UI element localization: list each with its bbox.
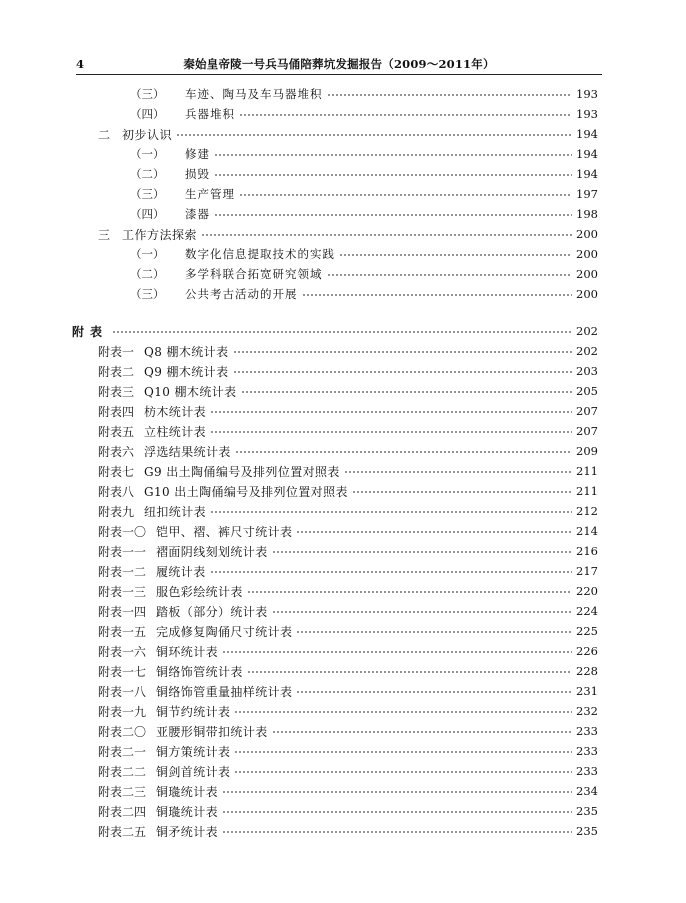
dot-leader	[210, 431, 572, 433]
dot-leader	[327, 274, 573, 276]
toc-entry-title: 损毁	[185, 167, 210, 181]
toc-entry-title: 漆器	[185, 207, 210, 221]
appendix-title: 完成修复陶俑尺寸统计表	[156, 624, 293, 639]
toc-entry[interactable]	[0, 204, 598, 224]
toc-entry-title: 多学科联合拓宽研究领域	[185, 267, 323, 281]
toc-entry-marker: （三）	[130, 187, 165, 201]
toc-entry[interactable]	[0, 184, 598, 204]
toc-appendix-entry[interactable]	[0, 601, 598, 621]
appendix-title: 铠甲、褶、裤尺寸统计表	[156, 524, 293, 539]
toc-entry-page: 217	[576, 564, 598, 578]
dot-leader	[344, 471, 572, 473]
appendix-title: Q9 棚木统计表	[144, 364, 229, 379]
toc-entry-page: 194	[576, 127, 598, 141]
appendix-title: 纽扣统计表	[144, 504, 207, 519]
toc-entry-page: 211	[576, 484, 598, 498]
toc-entry-page: 197	[576, 187, 598, 201]
appendix-title: 铜璏统计表	[156, 784, 219, 799]
dot-leader	[296, 531, 572, 533]
toc-appendix-heading[interactable]	[0, 321, 598, 341]
toc-entry-page: 234	[576, 784, 598, 798]
running-head	[76, 56, 602, 74]
dot-leader	[214, 174, 572, 176]
appendix-marker: 附表一三	[98, 584, 147, 599]
dot-leader	[339, 254, 572, 256]
toc-entry-marker: （四）	[130, 207, 165, 221]
appendix-title: 铜方策统计表	[156, 744, 231, 759]
dot-leader	[235, 451, 572, 453]
toc-entry-title: 初步认识	[122, 127, 173, 142]
appendix-title: 服色彩绘统计表	[156, 584, 243, 599]
dot-leader	[222, 811, 572, 813]
appendix-title: G9 出土陶俑编号及排列位置对照表	[144, 464, 340, 479]
toc-section-entry[interactable]	[0, 224, 598, 244]
dot-leader	[272, 551, 572, 553]
toc-entry-page: 233	[576, 744, 598, 758]
toc-entry[interactable]	[0, 104, 598, 124]
appendix-marker: 附表二二	[98, 764, 147, 779]
appendix-marker: 附表二一	[98, 744, 147, 759]
appendix-marker: 附表一一	[98, 544, 147, 559]
dot-leader	[176, 134, 572, 136]
appendix-title: 铜剑首统计表	[156, 764, 231, 779]
appendix-title: 亚腰形铜带扣统计表	[156, 724, 268, 739]
appendix-marker: 附表一四	[98, 604, 147, 619]
dot-leader	[214, 214, 572, 216]
toc-appendix-entry[interactable]	[0, 401, 598, 421]
appendix-marker: 附表七	[98, 464, 135, 479]
appendix-title: 踏板（部分）统计表	[156, 604, 268, 619]
toc-appendix-entry[interactable]	[0, 481, 598, 501]
dot-leader	[239, 114, 572, 116]
dot-leader	[234, 711, 572, 713]
dot-leader	[233, 371, 573, 373]
toc-entry-title: 车迹、陶马及车马器堆积	[185, 87, 323, 101]
appendix-marker: 附表二〇	[98, 724, 147, 739]
toc-entry-page: 233	[576, 724, 598, 738]
dot-leader	[234, 751, 572, 753]
appendix-marker: 附表五	[98, 424, 135, 439]
dot-leader	[296, 691, 572, 693]
dot-leader	[201, 234, 572, 236]
appendix-marker: 附表一八	[98, 684, 147, 699]
toc-entry-marker: （二）	[130, 167, 165, 181]
toc-entry-page: 228	[576, 664, 598, 678]
dot-leader	[302, 294, 573, 296]
toc-entry-page: 232	[576, 704, 598, 718]
dot-leader	[296, 631, 572, 633]
toc-entry-page: 226	[576, 644, 598, 658]
dot-leader	[222, 791, 572, 793]
toc-appendix-entry[interactable]	[0, 821, 598, 841]
dot-leader	[239, 194, 572, 196]
toc-appendix-entry[interactable]	[0, 801, 598, 821]
toc-entry-page: 205	[576, 384, 598, 398]
appendix-title: 履统计表	[156, 564, 206, 579]
toc-appendix-entry[interactable]	[0, 581, 598, 601]
toc-entry-marker: （一）	[130, 247, 165, 261]
toc-appendix-entry[interactable]	[0, 641, 598, 661]
toc-entry-page: 203	[576, 364, 598, 378]
toc-entry-page: 200	[576, 247, 598, 261]
toc-entry-page: 207	[576, 424, 598, 438]
toc-entry[interactable]	[0, 84, 598, 104]
toc-entry-page: 200	[576, 267, 598, 281]
dot-leader	[112, 331, 572, 333]
appendix-marker: 附表六	[98, 444, 135, 459]
toc-entry-page: 198	[576, 207, 598, 221]
toc-appendix-entry[interactable]	[0, 521, 598, 541]
appendix-title: 铜络饰管统计表	[156, 664, 243, 679]
appendix-marker: 附表四	[98, 404, 135, 419]
toc-entry-title: 兵器堆积	[185, 107, 235, 121]
appendix-title: 铜璏统计表	[156, 804, 219, 819]
toc-appendix-entry[interactable]	[0, 701, 598, 721]
toc-appendix-entry[interactable]	[0, 341, 598, 361]
header-rule	[76, 74, 602, 75]
toc-entry-title: 数字化信息提取技术的实践	[185, 247, 335, 261]
toc-entry-marker: （二）	[130, 267, 165, 281]
toc-appendix-entry[interactable]	[0, 461, 598, 481]
appendix-marker: 附表二	[98, 364, 135, 379]
toc-section-entry[interactable]	[0, 124, 598, 144]
toc-entry-marker: （四）	[130, 107, 165, 121]
toc-entry-marker: （三）	[130, 287, 165, 301]
toc-entry-page: 233	[576, 764, 598, 778]
toc-appendix-entry[interactable]	[0, 381, 598, 401]
dot-leader	[272, 611, 572, 613]
toc-entry[interactable]	[0, 144, 598, 164]
dot-leader	[272, 731, 572, 733]
toc-entry-page: 202	[576, 324, 598, 338]
toc-entry-marker: （一）	[130, 147, 165, 161]
appendix-title: Q10 棚木统计表	[144, 384, 237, 399]
appendix-marker: 附表一二	[98, 564, 147, 579]
appendix-title: Q8 棚木统计表	[144, 344, 229, 359]
dot-leader	[222, 651, 572, 653]
toc-entry[interactable]	[0, 164, 598, 184]
toc-entry-title: 工作方法探索	[122, 227, 198, 242]
toc-appendix-entry[interactable]	[0, 561, 598, 581]
toc-appendix-entry[interactable]	[0, 781, 598, 801]
appendix-marker: 附表二四	[98, 804, 147, 819]
toc-entry-page: 235	[576, 824, 598, 838]
toc-entry-page: 231	[576, 684, 598, 698]
toc-entry-title: 公共考古活动的开展	[185, 287, 298, 301]
toc-entry-marker: 二	[98, 127, 111, 142]
appendix-title: 铜矛统计表	[156, 824, 219, 839]
toc-entry[interactable]	[0, 244, 598, 264]
appendix-marker: 附表三	[98, 384, 135, 399]
toc-entry-page: 200	[576, 287, 598, 301]
toc-appendix-entry[interactable]	[0, 361, 598, 381]
toc-entry-page: 216	[576, 544, 598, 558]
toc-entry-page: 194	[576, 167, 598, 181]
appendix-title: 枋木统计表	[144, 404, 207, 419]
dot-leader	[247, 591, 572, 593]
toc-appendix-entry[interactable]	[0, 661, 598, 681]
toc-entry-page: 207	[576, 404, 598, 418]
running-title: 秦始皇帝陵一号兵马俑陪葬坑发掘报告（2009～2011年）	[183, 57, 495, 71]
appendix-title: 立柱统计表	[144, 424, 207, 439]
toc-appendix-entry[interactable]	[0, 741, 598, 761]
dot-leader	[327, 94, 573, 96]
toc-appendix-entry[interactable]	[0, 441, 598, 461]
toc-entry-page: 212	[576, 504, 598, 518]
appendix-marker: 附表一九	[98, 704, 147, 719]
toc-entry-page: 225	[576, 624, 598, 638]
toc-entry-page: 200	[576, 227, 598, 241]
dot-leader	[210, 571, 572, 573]
dot-leader	[233, 351, 573, 353]
appendix-marker: 附表一	[98, 344, 135, 359]
dot-leader	[214, 154, 572, 156]
toc-entry-title: 修建	[185, 147, 210, 161]
appendix-title: 铜节约统计表	[156, 704, 231, 719]
dot-leader	[247, 671, 572, 673]
appendix-title: 浮选结果统计表	[144, 444, 231, 459]
dot-leader	[352, 491, 572, 493]
toc-entry-marker: 三	[98, 227, 111, 242]
appendix-marker: 附表九	[98, 504, 135, 519]
appendix-title: G10 出土陶俑编号及排列位置对照表	[144, 484, 348, 499]
dot-leader	[241, 391, 573, 393]
appendix-marker: 附表二三	[98, 784, 147, 799]
dot-leader	[222, 831, 572, 833]
toc-entry-page: 209	[576, 444, 598, 458]
appendix-title: 铜络饰管重量抽样统计表	[156, 684, 293, 699]
appendix-marker: 附表二五	[98, 824, 147, 839]
appendix-marker: 附表一五	[98, 624, 147, 639]
appendix-title: 褶面阴线刻划统计表	[156, 544, 268, 559]
toc-entry-page: 235	[576, 804, 598, 818]
appendix-title: 铜环统计表	[156, 644, 219, 659]
appendix-heading-label: 附表	[72, 324, 109, 339]
toc-appendix-entry[interactable]	[0, 761, 598, 781]
toc-entry-page: 220	[576, 584, 598, 598]
dot-leader	[210, 511, 572, 513]
toc-appendix-entry[interactable]	[0, 721, 598, 741]
toc-entry-page: 193	[576, 87, 598, 101]
appendix-marker: 附表一〇	[98, 524, 147, 539]
toc-appendix-entry[interactable]	[0, 421, 598, 441]
toc-entry-page: 202	[576, 344, 598, 358]
toc-appendix-entry[interactable]	[0, 621, 598, 641]
toc-appendix-entry[interactable]	[0, 501, 598, 521]
appendix-marker: 附表一七	[98, 664, 147, 679]
toc-entry-page: 194	[576, 147, 598, 161]
appendix-marker: 附表一六	[98, 644, 147, 659]
toc-entry-page: 224	[576, 604, 598, 618]
appendix-marker: 附表八	[98, 484, 135, 499]
dot-leader	[234, 771, 572, 773]
toc-entry-page: 193	[576, 107, 598, 121]
toc-entry-page: 214	[576, 524, 598, 538]
toc-entry-title: 生产管理	[185, 187, 235, 201]
toc-appendix-entry[interactable]	[0, 541, 598, 561]
toc-entry-marker: （三）	[130, 87, 165, 101]
toc-entry[interactable]	[0, 284, 598, 304]
toc-entry-page: 211	[576, 464, 598, 478]
page-number: 4	[76, 57, 85, 71]
dot-leader	[210, 411, 572, 413]
toc-appendix-entry[interactable]	[0, 681, 598, 701]
toc-entry[interactable]	[0, 264, 598, 284]
